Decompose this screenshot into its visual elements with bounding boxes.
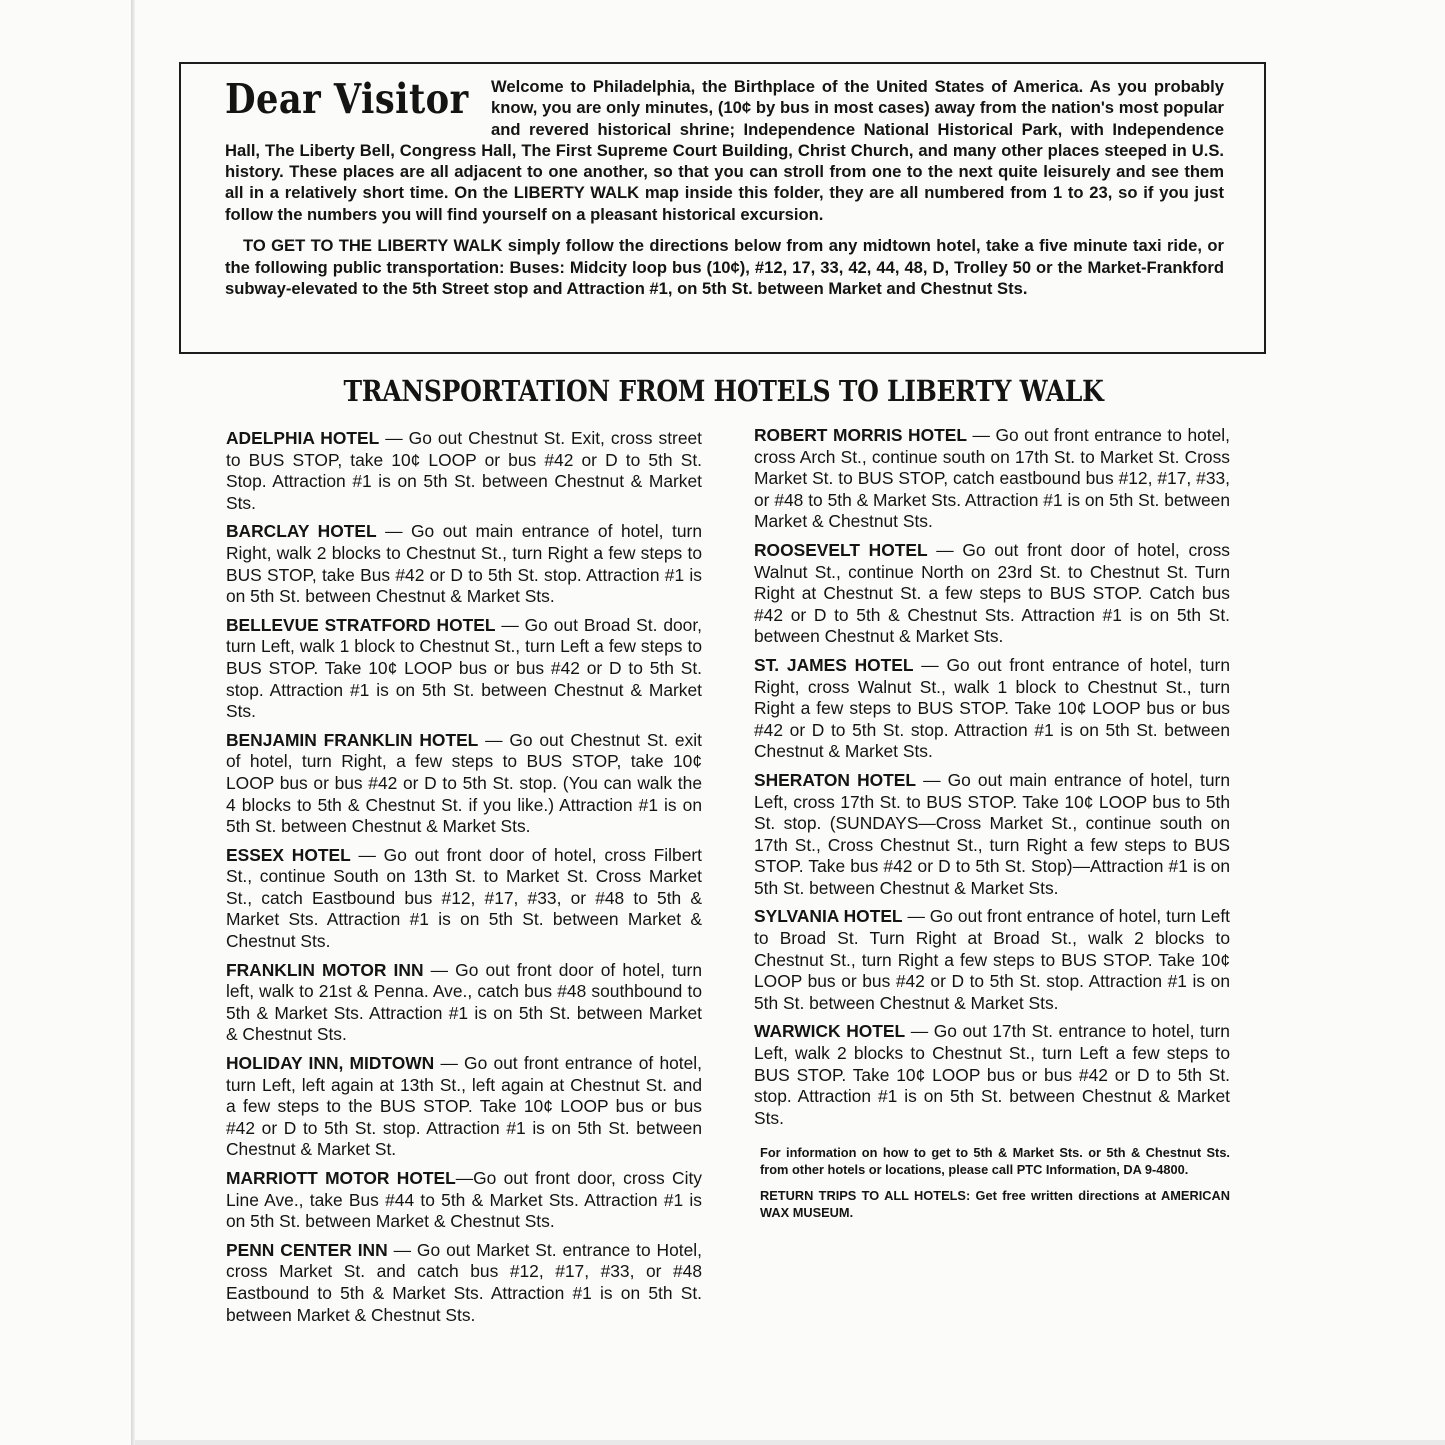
hotel-name: PENN CENTER INN	[226, 1239, 388, 1260]
hotel-entry	[754, 540, 1230, 648]
transport-body: simply follow the directions below from any midtown hotel, take a five minute taxi ride, or the following public transportation: Buses: Midcity loop bus (10¢), #12, 17, 33, 42, 44, 48, D, Trolley 50 or the Market-Frankford subway-elevated to the 5th Street stop and Attraction #1, on 5th St. between Market and Chestnut Sts.	[225, 236, 1224, 299]
hotel-directions: — Go out Market St. entrance to Hotel, cross Market St. and catch bus #12, #17, #33, or #48 Eastbound to 5th & Market Sts. Attraction #1 is on 5th St. between Market & Chestnut Sts.	[226, 1239, 702, 1325]
hotel-entry	[754, 655, 1230, 763]
scan-edge	[131, 0, 135, 1445]
hotel-name: SYLVANIA HOTEL	[754, 906, 903, 927]
hotel-entry	[226, 845, 702, 953]
hotel-directions: — Go out main entrance of hotel, turn Right, walk 2 blocks to Chestnut St., turn Right a few steps to BUS STOP, take Bus #42 or D to 5th St. stop. Attraction #1 is on 5th St. between Chestnut & Market Sts.	[226, 521, 702, 607]
hotel-name: ESSEX HOTEL	[226, 844, 351, 865]
hotel-directions: — Go out front door of hotel, cross Filbert St., continue South on 13th St. to Market St. Cross Market St., catch Eastbound bus #12, #17, #33, or #48 to 5th & Market Sts. Attraction #1 is on 5th St. between Market & Chestnut Sts.	[226, 844, 702, 952]
hotel-name: ADELPHIA HOTEL	[226, 428, 380, 448]
intro-paragraph	[225, 76, 1224, 225]
hotel-directions: — Go out main entrance of hotel, turn Left, cross 17th St. to BUS STOP. Take 10¢ LOOP bus to 5th St. stop. (SUNDAYS—Cross Market St., continue south on 17th St., Cross Chestnut St., turn Right a few steps to BUS STOP. Take bus #42 or D to 5th St. Stop)—Attraction #1 is on 5th St. between Chestnut & Market Sts.	[754, 769, 1230, 898]
return-trips-note: RETURN TRIPS TO ALL HOTELS: Get free written directions at AMERICAN WAX MUSEUM.	[760, 1188, 1230, 1220]
hotel-name: SHERATON HOTEL	[754, 769, 917, 790]
section-title: TRANSPORTATION FROM HOTELS TO LIBERTY WALK	[343, 374, 1104, 408]
hotel-entry	[226, 615, 702, 723]
hotel-name: BENJAMIN FRANKLIN HOTEL	[226, 729, 479, 750]
hotel-entry	[226, 1240, 702, 1326]
hotel-name: WARWICK HOTEL	[754, 1021, 906, 1042]
hotel-directions: — Go out Broad St. door, turn Left, walk 1 block to Chestnut St., turn Left a few steps to BUS STOP. Take 10¢ LOOP bus or bus #42 or D to 5th St. stop. Attraction #1 is on 5th St. between Chestnut & Market Sts.	[226, 614, 703, 722]
hotel-entry	[754, 1021, 1230, 1129]
hotel-directions: — Go out front entrance of hotel, turn Left to Broad St. Turn Right at Broad St., walk 2 blocks to Chestnut St., turn Right a few steps to BUS STOP. Take 10¢ LOOP bus or bus #42 or D to 5th St. stop. Attraction #1 is on 5th St. between Chestnut & Market Sts.	[754, 906, 1230, 1013]
hotel-name: HOLIDAY INN, MIDTOWN	[226, 1053, 435, 1074]
hotel-directions: — Go out front door of hotel, turn left, walk to 21st & Penna. Ave., catch bus #48 southbound to 5th & Market Sts. Attraction #1 is on 5th St. between Market & Chestnut Sts.	[226, 959, 702, 1045]
hotel-name: ROBERT MORRIS HOTEL	[754, 425, 967, 445]
hotel-entry	[754, 770, 1230, 900]
hotel-entry	[754, 425, 1230, 533]
hotel-name: MARRIOTT MOTOR HOTEL	[226, 1168, 456, 1188]
hotel-directions: —Go out front door, cross City Line Ave., take Bus #44 to 5th & Market Sts. Attraction #1 is on 5th St. between Market & Chestnut Sts.	[226, 1168, 702, 1232]
dear-visitor-box	[179, 62, 1266, 354]
transport-lead: TO GET TO THE LIBERTY WALK	[243, 236, 503, 256]
hotel-directions: — Go out 17th St. entrance to hotel, turn Left, walk 2 blocks to Chestnut St., turn Left a few steps to BUS STOP. Take 10¢ LOOP bus or bus #42 or D to 5th St. stop. Attraction #1 is on 5th St. between Chestnut & Market Sts.	[754, 1021, 1230, 1128]
info-note: For information on how to get to 5th & Market Sts. or 5th & Chestnut Sts. from other hotels or locations, please call PTC Information, DA 9-4800.	[760, 1145, 1230, 1177]
hotel-entry	[226, 1053, 702, 1161]
left-column	[226, 428, 702, 1333]
hotel-directions: — Go out front entrance to hotel, cross Arch St., continue south on 17th St. to Market St. Cross Market St. to BUS STOP, catch eastbound bus #12, #17, #33, or #48 to 5th & Market Sts. Attraction #1 is on 5th St. between Market & Chestnut Sts.	[754, 425, 1230, 532]
hotel-directions: — Go out Chestnut St. exit of hotel, turn Right, a few steps to BUS STOP, take 10¢ LOOP bus or bus #42 or D to 5th St. stop. (You can walk the 4 blocks to 5th & Chestnut St. if you like.) Attraction #1 is on 5th St. between Chestnut & Market Sts.	[226, 729, 702, 837]
intro-body: Welcome to Philadelphia, the Birthplace of the United States of America. As you probably know, you are only minutes, (10¢ by bus in most cases) away from the nation's most popular and revered historical shrine; Independence National Historical Park, with Independence Hall, The Liberty Bell, Congress Hall, The First Supreme Court Building, Christ Church, and many other places steeped in U.S. history. These places are all adjacent to one another, so that you can stroll from one to the next quite leisurely and see them all in a relatively short time. On the LIBERTY WALK map inside this folder, they are all numbered from 1 to 23, so if you just follow the numbers you will find yourself on a pleasant historical excursion.	[225, 77, 1224, 224]
hotel-directions: — Go out front door of hotel, cross Walnut St., continue North on 23rd St. to Chestnut St. Turn Right at Chestnut St. a few steps to BUS STOP. Catch bus #42 or D to 5th & Chestnut Sts. Attraction #1 is on 5th St. between Chestnut & Market Sts.	[754, 539, 1230, 647]
hotel-entry	[226, 521, 702, 607]
hotel-entry	[226, 730, 702, 838]
hotel-directions: — Go out front entrance of hotel, turn Left, left again at 13th St., left again at Chestnut St. and a few steps to the BUS STOP. Take 10¢ LOOP bus or bus #42 or D to 5th St. stop. Attraction #1 is on 5th St. between Chestnut & Market St.	[226, 1053, 702, 1160]
hotel-entry	[226, 428, 702, 514]
hotel-name: ROOSEVELT HOTEL	[754, 539, 928, 560]
hotel-name: ST. JAMES HOTEL	[754, 654, 914, 675]
hotel-entry	[226, 1168, 702, 1233]
dear-visitor-heading: Dear Visitor	[225, 75, 469, 123]
hotel-name: BARCLAY HOTEL	[226, 521, 377, 542]
hotel-directions: — Go out front entrance of hotel, turn Right, cross Walnut St., walk 1 block to Chestnut St., turn Right a few steps to BUS STOP. Take 10¢ LOOP bus or bus #42 or D to 5th St. stop. Attraction #1 is on 5th St. between Chestnut & Market Sts.	[754, 654, 1230, 762]
hotel-directions: — Go out Chestnut St. Exit, cross street to BUS STOP, take 10¢ LOOP or bus #42 or D to 5th St. Stop. Attraction #1 is on 5th St. between Chestnut & Market Sts.	[226, 428, 702, 513]
page-bottom-edge	[135, 1440, 1445, 1445]
right-column	[754, 425, 1230, 1221]
hotel-name: BELLEVUE STRATFORD HOTEL	[226, 614, 496, 635]
hotel-entry	[226, 960, 702, 1046]
hotel-entry	[754, 906, 1230, 1014]
transport-paragraph	[225, 235, 1224, 300]
hotel-name: FRANKLIN MOTOR INN	[226, 959, 424, 980]
